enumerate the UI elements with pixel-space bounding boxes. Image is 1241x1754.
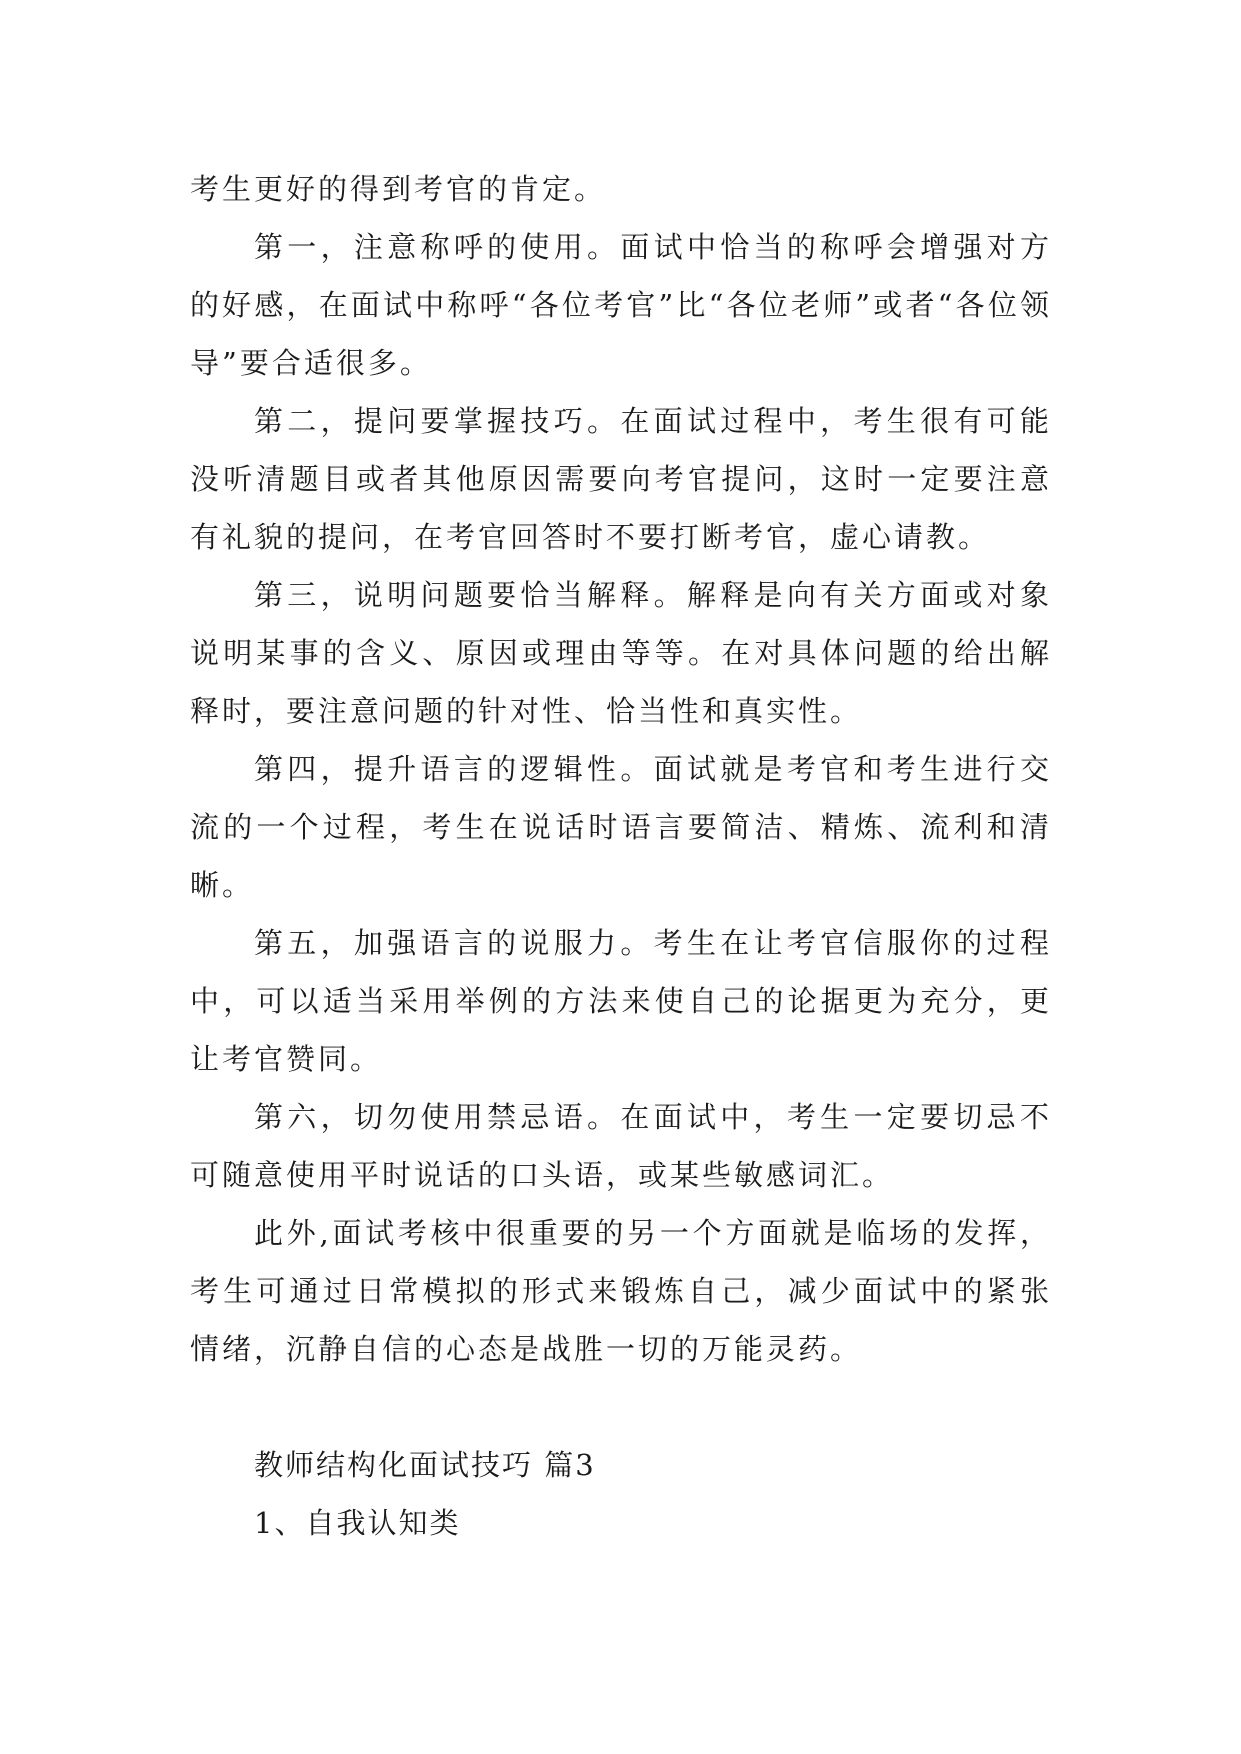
paragraph-summary: 此外,面试考核中很重要的另一个方面就是临场的发挥，考生可通过日常模拟的形式来锻炼自己，减少面试中的紧张情绪，沉静自信的心态是战胜一切的万能灵药。 (190, 1216, 1052, 1366)
section-spacer (190, 1378, 1052, 1436)
paragraph-continuation: 考生更好的得到考官的肯定。 (190, 172, 607, 206)
paragraph-point-1: 第一，注意称呼的使用。面试中恰当的称呼会增强对方的好感，在面试中称呼“各位考官”比“各位老师”或者“各位领导”要合适很多。 (190, 230, 1052, 380)
paragraph-point-6: 第六，切勿使用禁忌语。在面试中，考生一定要切忌不可随意使用平时说话的口头语，或某些敏感词汇。 (190, 1100, 1052, 1192)
sub-heading: 1、自我认知类 (254, 1506, 461, 1540)
paragraph-point-2: 第二，提问要掌握技巧。在面试过程中，考生很有可能没听清题目或者其他原因需要向考官提问，这时一定要注意有礼貌的提问，在考官回答时不要打断考官，虚心请教。 (190, 404, 1052, 554)
paragraph-point-4: 第四，提升语言的逻辑性。面试就是考官和考生进行交流的一个过程，考生在说话时语言要简洁、精炼、流利和清晰。 (190, 752, 1052, 902)
paragraph-point-3: 第三，说明问题要恰当解释。解释是向有关方面或对象说明某事的含义、原因或理由等等。在对具体问题的给出解释时，要注意问题的针对性、恰当性和真实性。 (190, 578, 1052, 728)
section-heading: 教师结构化面试技巧 篇3 (254, 1448, 596, 1482)
document-body (190, 160, 1052, 1552)
paragraph-point-5: 第五，加强语言的说服力。考生在让考官信服你的过程中，可以适当采用举例的方法来使自己的论据更为充分，更让考官赞同。 (190, 926, 1052, 1076)
